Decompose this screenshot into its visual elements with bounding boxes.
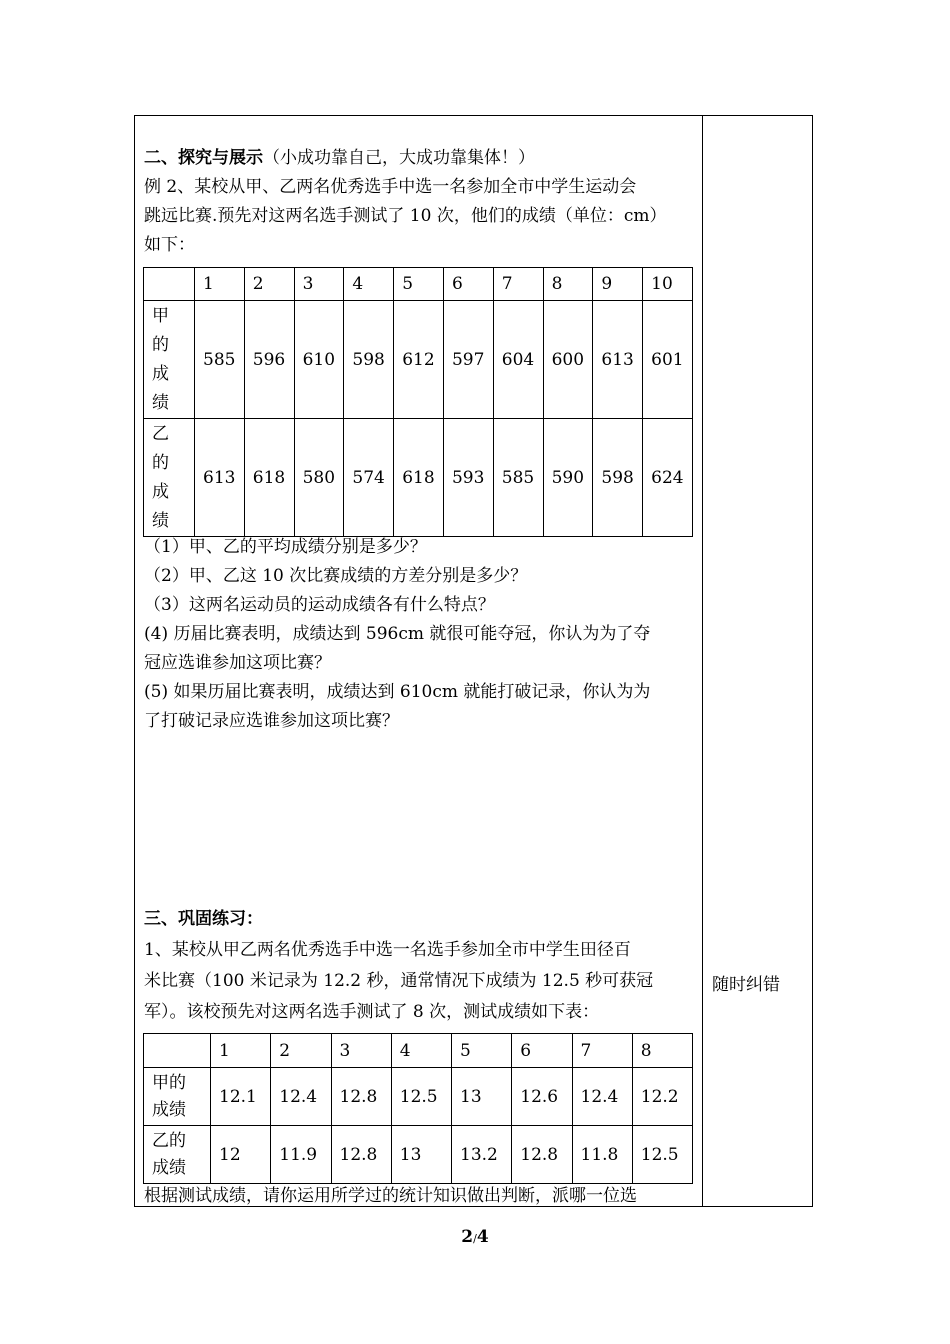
question: （3）这两名运动员的运动成绩各有什么特点？ (144, 595, 495, 615)
table-header-cell: 4 (344, 268, 394, 301)
table-cell: 600 (543, 301, 593, 419)
row-label-line: 成绩 (152, 1157, 186, 1178)
table-cell: 11.8 (572, 1126, 632, 1184)
row-label (144, 301, 195, 419)
row-label-line: 乙的 (152, 1130, 186, 1151)
table-header-cell: 2 (271, 1034, 331, 1068)
table-header-cell (144, 1034, 211, 1068)
long-jump-table (143, 267, 693, 537)
section-2-title (144, 144, 696, 173)
table-cell: 613 (195, 419, 245, 537)
page-total: 4 (476, 1227, 489, 1247)
row-label (144, 419, 195, 537)
table-header-cell: 5 (394, 268, 444, 301)
table-cell: 596 (244, 301, 294, 419)
table-cell: 580 (294, 419, 344, 537)
table-header-cell: 6 (512, 1034, 572, 1068)
sprint-table (143, 1033, 693, 1184)
table-cell: 585 (493, 419, 543, 537)
example-line: 如下： (144, 235, 195, 255)
page-separator: / (473, 1232, 477, 1245)
table-cell: 597 (443, 301, 493, 419)
question: 了打破记录应选谁参加这项比赛？ (144, 711, 399, 731)
question: （2）甲、乙这 10 次比赛成绩的方差分别是多少？ (144, 566, 528, 586)
table-cell: 574 (344, 419, 394, 537)
table-row-b (144, 1126, 693, 1184)
table-cell: 12.1 (211, 1068, 271, 1126)
table-cell: 585 (195, 301, 245, 419)
row-label-char: 的 (152, 452, 169, 473)
row-label-char: 成 (152, 481, 169, 502)
table-cell: 11.9 (271, 1126, 331, 1184)
table-cell: 604 (493, 301, 543, 419)
question: （1）甲、乙的平均成绩分别是多少？ (144, 537, 427, 557)
table-header-cell: 9 (593, 268, 643, 301)
table-header-cell: 1 (195, 268, 245, 301)
table-cell: 598 (593, 419, 643, 537)
table-header-cell: 7 (493, 268, 543, 301)
table-cell: 12.4 (572, 1068, 632, 1126)
page-current: 2 (461, 1227, 474, 1247)
table-cell: 590 (543, 419, 593, 537)
table-cell: 598 (344, 301, 394, 419)
table-header-cell: 10 (643, 268, 693, 301)
table-cell: 593 (443, 419, 493, 537)
table-cell: 613 (593, 301, 643, 419)
section-2 (144, 144, 696, 260)
table-cell: 12.8 (331, 1126, 391, 1184)
column-divider (702, 115, 703, 1207)
table-cell: 12.5 (391, 1068, 451, 1126)
question: (4) 历届比赛表明，成绩达到 596cm 就很可能夺冠，你认为为了夺 (144, 624, 651, 644)
table-cell: 12 (211, 1126, 271, 1184)
table-cell: 624 (643, 419, 693, 537)
table-cell: 612 (394, 301, 444, 419)
table-header-row (144, 1034, 693, 1068)
table-cell: 12.4 (271, 1068, 331, 1126)
table-header-row (144, 268, 693, 301)
table-header-cell: 4 (391, 1034, 451, 1068)
table-header-cell: 2 (244, 268, 294, 301)
question-list (144, 533, 700, 736)
table-header-cell: 3 (294, 268, 344, 301)
row-label-char: 绩 (152, 392, 169, 413)
row-label-char: 的 (152, 334, 169, 355)
question: (5) 如果历届比赛表明，成绩达到 610cm 就能打破记录，你认为为 (144, 682, 651, 702)
table-header-cell: 1 (211, 1034, 271, 1068)
row-label (144, 1068, 211, 1126)
table-cell: 618 (244, 419, 294, 537)
table-cell: 13 (452, 1068, 512, 1126)
table-header-cell: 8 (543, 268, 593, 301)
table-cell: 12.6 (512, 1068, 572, 1126)
table-cell: 12.8 (331, 1068, 391, 1126)
row-label (144, 1126, 211, 1184)
row-label-line: 甲的 (152, 1072, 186, 1093)
table-cell: 13 (391, 1126, 451, 1184)
row-label-char: 乙 (152, 423, 169, 444)
example-line: 例 2、某校从甲、乙两名优秀选手中选一名参加全市中学生运动会 (144, 177, 637, 197)
table-header-cell: 7 (572, 1034, 632, 1068)
exercise-line: 军）。该校预先对这两名选手测试了 8 次，测试成绩如下表： (144, 1002, 600, 1022)
table-header-cell: 8 (632, 1034, 692, 1068)
exercise-line: 1、某校从甲乙两名优秀选手中选一名选手参加全市中学生田径百 (144, 940, 631, 960)
table-header-cell: 5 (452, 1034, 512, 1068)
side-note: 随时纠错 (712, 975, 780, 995)
section-3 (144, 904, 700, 1028)
row-label-line: 成绩 (152, 1099, 186, 1120)
table-header-cell (144, 268, 195, 301)
after-table-text: 根据测试成绩，请你运用所学过的统计知识做出判断，派哪一位选 (144, 1186, 637, 1206)
table-row-a (144, 301, 693, 419)
row-label-char: 甲 (152, 305, 169, 326)
table-cell: 12.2 (632, 1068, 692, 1126)
page-number (0, 1227, 950, 1247)
table-cell: 601 (643, 301, 693, 419)
section-3-heading: 三、巩固练习： (144, 909, 263, 929)
table-cell: 610 (294, 301, 344, 419)
table-header-cell: 6 (443, 268, 493, 301)
table-cell: 12.8 (512, 1126, 572, 1184)
question: 冠应选谁参加这项比赛？ (144, 653, 331, 673)
table-row-b (144, 419, 693, 537)
table-cell: 13.2 (452, 1126, 512, 1184)
row-label-char: 成 (152, 363, 169, 384)
section-2-subheading: （小成功靠自己，大成功靠集体！） (263, 148, 535, 168)
table-cell: 12.5 (632, 1126, 692, 1184)
table-header-cell: 3 (331, 1034, 391, 1068)
example-line: 跳远比赛.预先对这两名选手测试了 10 次，他们的成绩（单位：cm） (144, 206, 667, 226)
row-label-char: 绩 (152, 510, 169, 531)
table-cell: 618 (394, 419, 444, 537)
table-row-a (144, 1068, 693, 1126)
section-2-heading: 二、探究与展示 (144, 148, 263, 168)
exercise-line: 米比赛（100 米记录为 12.2 秒，通常情况下成绩为 12.5 秒可获冠 (144, 971, 654, 991)
